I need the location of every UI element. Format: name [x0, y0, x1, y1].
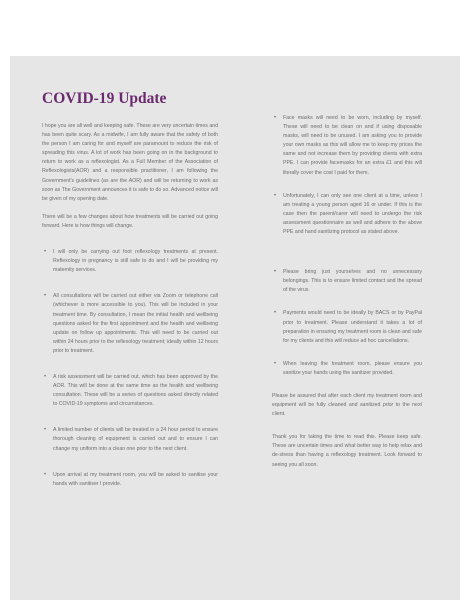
left-column — [42, 122, 218, 489]
bullet-icon: • — [44, 471, 47, 478]
bullet-icon: • — [44, 293, 47, 300]
list-item — [272, 268, 422, 295]
intro-paragraph: I hope you are all well and keeping safe. These are very uncertain times and has been quite scary. As a midwife, I am fully aware that the safety of both the person I am caring for and myself are paramount to reduce the risk of spreading this virus. A lot of work has been going on in the background to return to work as a reflexologist. As a Full Member of the Association of Reflexologists(AOR) and a responsible practitioner, I am following the Government's guidelines (as are the AOR) and will be returning to work as soon as The Government announces it is safe to do so. Advanced notice will be given of my opening date. — [42, 123, 218, 202]
left-bullet-list — [42, 248, 218, 489]
list-item — [272, 309, 422, 345]
list-item — [42, 373, 218, 409]
list-item — [42, 248, 218, 275]
right-bullet-list — [272, 114, 422, 378]
list-item-text: Unfortunately, I can only see one client at a time, unless I am treating a young person aged 16 or under. If this is the case then the parent/carer will need to undergo the risk assessment questionnaire as well and adhere to the above PPE and hand sanitizing protocol as stated above. — [283, 192, 422, 236]
bullet-icon: • — [274, 310, 277, 317]
list-item-text: When leaving the treatment room, please ensure you sanitize your hands using the sanitizer provided. — [283, 360, 422, 376]
list-item — [42, 292, 218, 356]
list-item — [272, 192, 422, 237]
list-item-text: Payments would need to be ideally by BACS or by PayPal prior to treatment. Please understand it takes a lot of preparation in ensuring my treatment room is clean and safe for my clients and this will reduce ad hoc cancellations. — [283, 310, 422, 344]
list-item — [42, 471, 218, 489]
assurance-text-end: to the next client. — [272, 402, 422, 418]
list-item-text: I will only be carrying out foot reflexology treatments at present. Reflexology in pregnancy is still safe to do and I will be providing my maternity services. — [53, 249, 218, 274]
list-item-text: A risk assessment will be carried out, which has been approved by the AOR. This will be done at the same time as the health and wellbeing consultation. These will be a series of questions asked directly related to COVID-19 symptoms and circumstances. — [53, 373, 218, 408]
list-item — [42, 426, 218, 453]
bullet-icon: • — [274, 192, 277, 199]
list-item-text: A limited number of clients will be treated in a 24 hour period to ensure thorough cleaning of equipment is carried out and to ensure I can change my uniform into a clean one prior to the next client. — [53, 427, 218, 452]
bullet-icon: • — [274, 360, 277, 367]
bullet-icon: • — [44, 373, 47, 380]
list-item-text: Face masks will need to be worn, including by myself. These will need to be clean on and if using disposable masks, will need to be unused. I am asking you to provide your own masks as this will allow me to keep my prices the same and not increase them by providing clients with extra PPE. I can provide facemasks for an extra £1 and this will literally cover the cost I paid for them. — [283, 115, 422, 176]
list-item-text: All consultations will be carried out either via Zoom or telephone call (whichever is more accessible to you). This will be included in your treatment time. By consultation, I mean the initial health and wellbeing questions asked for the first appointment and the health and wellbeing update on follow up appointments. This will need to be carried out within 24 hours prior to the reflexology treatment; ideally within 12 hours prior to treatment. — [53, 293, 218, 354]
list-item-text: Upon arrival at my treatment room, you will be asked to sanitise your hands with sanitiser I provide. — [53, 471, 218, 487]
assurance-text: Please be assured that after each client my treatment room and equipment will be fully cleaned and sanitized — [272, 392, 422, 409]
thank-you-paragraph: Thank you for taking the time to read this. Please keep safe. These are uncertain times and what better way to help relax and de-stress than having a reflexology treatment. Look forward to seeing you all soon. — [272, 434, 422, 468]
list-item — [272, 114, 422, 178]
list-item-text: Please bring just yourselves and no unnecessary belongings. This is to ensure limited contact and the spread of the virus. — [283, 269, 422, 294]
bullet-icon: • — [274, 269, 277, 276]
bullet-icon: • — [44, 427, 47, 434]
page-title: COVID-19 Update — [42, 90, 167, 107]
right-column — [272, 114, 422, 470]
assurance-paragraph — [272, 392, 422, 419]
bullet-icon: • — [274, 115, 277, 121]
assurance-emphasis: prior — [382, 402, 394, 409]
document-page — [10, 56, 460, 600]
list-item — [272, 360, 422, 378]
bullet-icon: • — [44, 249, 47, 256]
intro-changes-paragraph: There will be a few changes about how treatments will be carried out going forward. Here is how things will change. — [42, 213, 218, 229]
